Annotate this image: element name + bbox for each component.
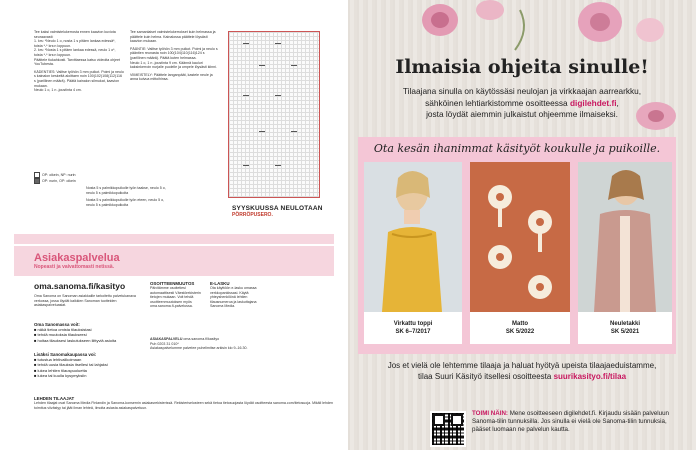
lisa-item: tutustua lehtivalikoimaan <box>37 357 82 362</box>
service-subtitle: Nopeasti ja vaivattomasti netissä. <box>34 264 115 270</box>
rug-photo <box>470 162 570 312</box>
oma-item: näkä tietoa omista tilauksistasi <box>37 327 92 332</box>
knitting-chart <box>228 31 320 198</box>
project-issue: SK 5/2021 <box>610 329 640 335</box>
service-intro: Oma Sanoma on Sanoman asiakkaille tarkoitettu palvelukanava verkossa, jossa löydät kaikkien Sanoman tuotteiden asiakaspalveluasiat. <box>34 294 136 308</box>
bottom-line-2: tilaa Suuri Käsityö itsellesi osoitteesta <box>417 372 554 381</box>
legend-text: Nosta 5 s palmikkopuikolle työn taakse, neulo 5 o, neulo 5 s palmikkopuikolta <box>86 186 166 195</box>
tip-label: TOIMI NÄIN: <box>472 410 508 417</box>
bottom-line-1: Jos et vielä ole lehtemme tilaaja ja haluat hyötyä upeista tilaajaeduistamme, <box>387 361 657 370</box>
tip-text: Mene osoitteeseen digilehdet.fi. Kirjaudu sisään palveluun Sanoma-tilin tunnuksilla. Jos sinulla ei vielä ole Sanoma-tilin tunnuksia, pääset luomaan ne palvelun kautta. <box>472 410 669 433</box>
ad-intro <box>358 86 686 121</box>
next-issue-line-2: PÖRRÖPUSERO. <box>232 212 273 218</box>
phone-site[interactable]: oma.sanoma.fi/kasityo <box>183 337 220 341</box>
pattern-text: Tee kaksi valmistelukerrosta ennen kaavion kuviota seuraavasti: <box>34 30 116 39</box>
project-name: Virkattu toppi <box>393 321 433 327</box>
phone-title: ASIAKASPALVELU <box>150 337 183 341</box>
pattern-text: KÄDENTIES: Valitse työhön 3 mm puikot. Poimi ja neulo s kainalon keskeltä aloittaen noin 100(102)108(112)116 s (parillinen määrä). Päätä kainalon silmukat, kaavion mukaan. <box>34 69 124 88</box>
oma-item: hoitaa tilauksesi laskutukseen liittyviä asioita <box>37 337 117 343</box>
pattern-text: Tee samanlaiset valmistelukerrokset kuin helmassa ja päättele kuin helma. Kainalossa päättele löysästi kaavion mukaan. <box>130 30 216 44</box>
phone-block <box>150 337 330 351</box>
address-title: OSOITTEENMUUTOS <box>150 281 195 286</box>
chart-legend-right <box>86 186 168 207</box>
how-to-block <box>472 410 682 433</box>
oma-sanoma-block: Oma Sanomassa voit: ■ näkä tietoa omista tilauksistasi ■ tehdä muutoksia tilaukseesi ■ hoitaa tilauksesi laskutukseen liittyviä asioita <box>34 322 144 343</box>
qr-code-icon[interactable] <box>430 411 466 447</box>
pattern-column-1 <box>34 30 124 93</box>
einvoice-text: Ota käyttöön e-lasku omassa verkkopankissasi. Käytä yhteyshenkilönä lehtien tilausnumeroa ja laskuttajana Sanoma Media. <box>210 286 257 309</box>
project-name: Neuletakki <box>609 321 640 327</box>
project-name: Matto <box>512 321 528 327</box>
purl-symbol-icon <box>34 178 40 184</box>
oma-item: tehdä muutoksia tilaukseesi <box>37 332 87 338</box>
project-card[interactable] <box>364 162 462 344</box>
lisa-item: lukea tai kuulla kysymyksiin <box>37 373 87 379</box>
pattern-text: 1. krs: *Neulo 1 o, nosta 1 s pitäen lankaa edessä*, toista *-* krs:n loppuun. <box>34 39 116 48</box>
pink-stripe <box>14 234 334 244</box>
pattern-text: 2. krs: *Nosta 1 s pitäen lankaa edessä, neulo 1 o*, toista *-* krs:n loppuun. <box>34 48 116 57</box>
intro-line-3: josta löydät aiemmin julkaistut ohjeemme ilmaiseksi. <box>426 109 618 119</box>
footer-text: Lehden tilaajat ovat Sanoma Media Finlandin ja Sanoma-konsernin asiakasrekisterissä. Rekisteriselosteen sekä tietoa tietosuojasta löydät osoitteesta sanoma.com/tietosuoja. Mikäli lehden toimitus viivästyy tai jäät ilman lehteä, ilmoita asiasta asiakaspalveluun. <box>34 401 334 410</box>
intro-line-2: sähköinen lehtiarkistomme osoitteessa <box>425 97 570 108</box>
pattern-text: Neulo 1 o, 1 n -joustinta 9 cm. Käännä kauluri kaksinkerroin nurjalle puolelle ja ompele löysästi kiinni. <box>130 60 217 70</box>
address-change-block <box>150 281 206 309</box>
einvoice-title: E-LASKU <box>210 281 230 286</box>
legend-text: Nosta 5 s palmikkopuikolle työn eteen, neulo 5 o, neulo 5 s palmikkopuikolta <box>86 198 165 207</box>
legend-text: OP: nurin, OP: oikein <box>42 178 76 183</box>
cardigan-photo <box>578 162 672 312</box>
service-url[interactable]: oma.sanoma.fi/kasityo <box>34 281 126 291</box>
subscribe-link[interactable]: suurikasityo.fi/tilaa <box>553 372 627 381</box>
phone-number: Puh 0203 31 010* <box>150 341 179 346</box>
pattern-text: PÄÄNTIE: Valitse työhön 3 mm puikot. Poimi ja neulo s pääntien reunasta noin 100(104)110(116)124 s (parillinen määrä). Päätä kuten helmassa. <box>130 46 218 60</box>
project-issue: SK 6–7/2017 <box>395 329 431 335</box>
oma-title: Oma Sanomassa voit: <box>34 322 80 327</box>
project-card[interactable] <box>470 162 570 344</box>
project-issue: SK 5/2022 <box>505 329 535 335</box>
legend-text: OP: oikein, NP: nurin <box>42 172 76 177</box>
digilehdet-link[interactable]: digilehdet.fi <box>569 97 617 108</box>
panel-title: Ota kesän ihanimmat käsityöt koukulle ja puikoille. <box>373 142 661 155</box>
intro-comma: , <box>616 97 619 108</box>
footer-title: LEHDEN TILAAJAT <box>34 396 75 401</box>
flower-decoration <box>400 0 696 58</box>
lisa-item: tehdä uusia tilauksia itsellesi tai lahjaksi <box>37 362 108 368</box>
lisa-title: Lisäksi Sanomakaupassa voi: <box>34 352 97 357</box>
address-text: Päivitämme osoitetiesi automaattisesti Väestörekisterin tietojen mukaan. Voit tehdä osoitteenmuutoksen myös oma.sanoma.fi-palvelussa. <box>150 286 201 309</box>
crochet-top-photo <box>364 162 462 312</box>
lisaksi-block: Lisäksi Sanomakaupassa voi: ■ tutustua lehtivalikoimaan ■ tehdä uusia tilauksia itsellesi tai lahjaksi ■ lukea lehtien tilauspuoluetta ■ lukea tai kuulla kysymyksiin <box>34 352 144 379</box>
lisa-item: lukea lehtien tilauspuoluetta <box>37 367 87 373</box>
phone-text: Asiakaspalvelumme palvelee puhelimitse arkisin klo 9–16.30. <box>150 346 248 351</box>
service-title: Asiakaspalvelua <box>34 252 120 264</box>
pattern-text: VIIMEISTELY: Päättele langanpäät, kastele neule ja anna kuivua mittoihinsa. <box>130 72 213 82</box>
pattern-text: Neulo 1 o, 1 n -joustinta 4 cm. <box>34 88 82 93</box>
chart-legend-left <box>34 172 94 184</box>
next-issue-line-1: SYYSKUUSSA NEULOTAAN <box>232 205 323 212</box>
pattern-column-2 <box>130 30 220 82</box>
pattern-text: Päättele tiukahkosti. Tarvittaessa katso videolta ohjeet YouTubesta. <box>34 57 121 67</box>
project-card[interactable] <box>578 162 672 344</box>
ad-headline: Ilmaisia ohjeita sinulle! <box>395 56 649 78</box>
subscribe-text <box>352 360 692 382</box>
intro-line-1: Tilaajana sinulla on käytössäsi neulojan ja virkkaajan aarrearkku, <box>402 86 642 96</box>
e-invoice-block <box>210 281 266 309</box>
footer-block <box>34 396 334 410</box>
